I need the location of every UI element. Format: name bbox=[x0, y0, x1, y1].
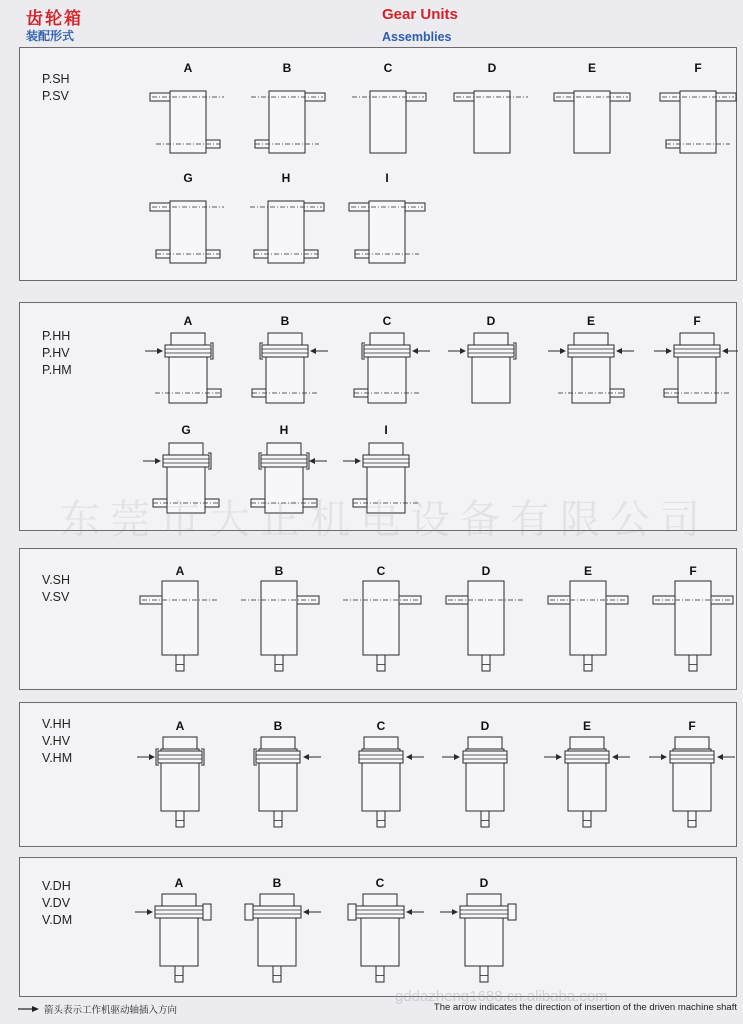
shaft bbox=[480, 966, 488, 982]
code-phh: P.HH bbox=[42, 329, 71, 343]
code-vdv: V.DV bbox=[42, 896, 71, 910]
label-c: C bbox=[376, 719, 386, 733]
gear-unit-h bbox=[251, 443, 327, 513]
insertion-arrow-icon bbox=[412, 348, 418, 354]
label-b: B bbox=[280, 314, 290, 328]
label-i: I bbox=[384, 423, 388, 437]
insertion-arrow-icon bbox=[149, 754, 155, 760]
top-cover bbox=[474, 333, 508, 345]
label-b: B bbox=[274, 564, 284, 578]
insertion-arrow-icon bbox=[560, 348, 566, 354]
gear-unit-e bbox=[548, 581, 628, 671]
insertion-arrow-icon bbox=[303, 909, 309, 915]
label-f: F bbox=[688, 719, 696, 733]
hollow-shaft bbox=[261, 455, 307, 467]
gear-unit-c bbox=[343, 581, 421, 671]
shaft bbox=[376, 966, 384, 982]
gear-unit-b bbox=[254, 737, 321, 827]
gear-unit-a bbox=[150, 91, 224, 153]
label-a: A bbox=[183, 61, 193, 75]
label-g: G bbox=[183, 171, 193, 185]
code-phm: P.HM bbox=[42, 363, 72, 377]
code-vhv: V.HV bbox=[42, 734, 71, 748]
gear-unit-c bbox=[354, 333, 430, 403]
arrow-icon bbox=[18, 1005, 40, 1013]
insertion-arrow-icon bbox=[452, 909, 458, 915]
label-c: C bbox=[382, 314, 392, 328]
label-e: E bbox=[586, 314, 596, 328]
label-d: D bbox=[481, 564, 491, 578]
watermark-url: gddazheng1688.cn.alibaba.com bbox=[395, 988, 608, 1005]
gear-unit-e bbox=[554, 91, 630, 153]
shaft bbox=[274, 811, 282, 827]
top-cover bbox=[680, 333, 714, 345]
hollow-shaft bbox=[670, 751, 714, 763]
subtitle-en: Assemblies bbox=[382, 30, 452, 44]
gear-unit-c bbox=[352, 91, 426, 153]
hollow-shaft bbox=[674, 345, 720, 357]
label-f: F bbox=[694, 61, 702, 75]
bolt-head-icon bbox=[245, 904, 253, 920]
code-vdm: V.DM bbox=[42, 913, 73, 927]
footer-legend bbox=[18, 1002, 177, 1016]
diagram-panel-1 bbox=[20, 48, 738, 282]
title-cn: 齿轮箱 bbox=[26, 9, 83, 28]
housing bbox=[675, 581, 711, 655]
top-cover bbox=[162, 894, 196, 906]
housing bbox=[570, 581, 606, 655]
insertion-arrow-icon bbox=[303, 754, 309, 760]
hollow-shaft bbox=[364, 345, 410, 357]
label-h: H bbox=[281, 171, 291, 185]
top-cover bbox=[364, 737, 398, 749]
gear-unit-d bbox=[448, 333, 516, 403]
insertion-arrow-icon bbox=[717, 754, 723, 760]
gear-unit-f bbox=[654, 333, 738, 403]
label-f: F bbox=[689, 564, 697, 578]
label-c: C bbox=[383, 61, 393, 75]
hollow-shaft bbox=[463, 751, 507, 763]
code-vdh: V.DH bbox=[42, 879, 71, 893]
label-e: E bbox=[587, 61, 597, 75]
gear-unit-e bbox=[544, 737, 630, 827]
top-cover bbox=[268, 333, 302, 345]
insertion-arrow-icon bbox=[454, 754, 460, 760]
insertion-arrow-icon bbox=[722, 348, 728, 354]
shaft bbox=[688, 811, 696, 827]
gear-unit-b bbox=[251, 91, 325, 153]
gear-unit-c bbox=[348, 894, 424, 982]
label-a: A bbox=[175, 564, 185, 578]
diagram-panel-4 bbox=[20, 703, 738, 848]
top-cover bbox=[163, 737, 197, 749]
hollow-shaft bbox=[253, 906, 301, 918]
hollow-shaft bbox=[158, 751, 202, 763]
label-e: E bbox=[582, 719, 592, 733]
bolt-head-icon bbox=[203, 904, 211, 920]
gear-unit-g bbox=[143, 443, 219, 513]
insertion-arrow-icon bbox=[310, 348, 316, 354]
housing bbox=[474, 91, 510, 153]
top-cover bbox=[675, 737, 709, 749]
gear-unit-d bbox=[440, 894, 516, 982]
subtitle-cn: 装配形式 bbox=[26, 29, 75, 43]
housing bbox=[261, 581, 297, 655]
gear-unit-g bbox=[150, 201, 224, 263]
top-cover bbox=[169, 443, 203, 455]
insertion-arrow-icon bbox=[460, 348, 466, 354]
insertion-arrow-icon bbox=[612, 754, 618, 760]
top-cover bbox=[574, 333, 608, 345]
code-vsv: V.SV bbox=[42, 590, 70, 604]
shaft bbox=[176, 811, 184, 827]
hollow-shaft bbox=[155, 906, 203, 918]
label-d: D bbox=[480, 719, 490, 733]
insertion-arrow-icon bbox=[406, 754, 412, 760]
panel-vsh-vsv bbox=[19, 548, 737, 690]
label-h: H bbox=[279, 423, 289, 437]
insertion-arrow-icon bbox=[157, 348, 163, 354]
housing bbox=[574, 91, 610, 153]
footer-note: The arrow indicates the direction of insertion of the driven machine shaft bbox=[433, 1002, 737, 1013]
top-cover bbox=[267, 443, 301, 455]
gear-unit-c bbox=[359, 737, 424, 827]
gear-unit-d bbox=[454, 91, 528, 153]
insertion-arrow-icon bbox=[556, 754, 562, 760]
gear-unit-d bbox=[446, 581, 524, 671]
shaft bbox=[377, 655, 385, 671]
gear-unit-f bbox=[649, 737, 735, 827]
shaft bbox=[275, 655, 283, 671]
label-d: D bbox=[486, 314, 496, 328]
label-b: B bbox=[272, 876, 282, 890]
gear-unit-b bbox=[245, 894, 321, 982]
label-a: A bbox=[183, 314, 193, 328]
insertion-arrow-icon bbox=[147, 909, 153, 915]
hollow-shaft bbox=[359, 751, 403, 763]
top-cover bbox=[467, 894, 501, 906]
insertion-arrow-icon bbox=[666, 348, 672, 354]
gear-unit-d bbox=[442, 737, 507, 827]
shaft bbox=[482, 655, 490, 671]
code-psv: P.SV bbox=[42, 89, 69, 103]
gear-unit-e bbox=[548, 333, 634, 403]
shaft bbox=[481, 811, 489, 827]
label-a: A bbox=[174, 876, 184, 890]
diagram-panel-2 bbox=[20, 303, 738, 532]
label-d: D bbox=[487, 61, 497, 75]
insertion-arrow-icon bbox=[355, 458, 361, 464]
shaft bbox=[377, 811, 385, 827]
top-cover bbox=[261, 737, 295, 749]
footer-legend-text: 箭头表示工作机驱动轴插入方向 bbox=[44, 1005, 178, 1016]
hollow-shaft bbox=[356, 906, 404, 918]
insertion-arrow-icon bbox=[661, 754, 667, 760]
label-a: A bbox=[175, 719, 185, 733]
title-en: Gear Units bbox=[382, 6, 458, 23]
housing bbox=[162, 581, 198, 655]
top-cover bbox=[570, 737, 604, 749]
code-vhh: V.HH bbox=[42, 717, 71, 731]
label-c: C bbox=[376, 564, 386, 578]
label-i: I bbox=[385, 171, 389, 185]
hollow-shaft bbox=[568, 345, 614, 357]
insertion-arrow-icon bbox=[155, 458, 161, 464]
label-e: E bbox=[583, 564, 593, 578]
gear-unit-a bbox=[145, 333, 221, 403]
label-g: G bbox=[181, 423, 191, 437]
panel-vdh-vdv-vdm bbox=[19, 857, 737, 997]
insertion-arrow-icon bbox=[406, 909, 412, 915]
top-cover bbox=[370, 333, 404, 345]
diagram-panel-5 bbox=[20, 858, 738, 998]
label-b: B bbox=[282, 61, 292, 75]
shaft bbox=[273, 966, 281, 982]
gear-unit-f bbox=[660, 91, 736, 153]
hollow-shaft bbox=[468, 345, 514, 357]
shaft bbox=[584, 655, 592, 671]
hollow-shaft bbox=[565, 751, 609, 763]
housing bbox=[468, 581, 504, 655]
bolt-head-icon bbox=[348, 904, 356, 920]
label-f: F bbox=[693, 314, 701, 328]
code-phv: P.HV bbox=[42, 346, 70, 360]
gear-unit-i bbox=[349, 201, 425, 263]
hollow-shaft bbox=[460, 906, 508, 918]
top-cover bbox=[363, 894, 397, 906]
shaft bbox=[689, 655, 697, 671]
hollow-shaft bbox=[363, 455, 409, 467]
code-vhm: V.HM bbox=[42, 751, 73, 765]
label-c: C bbox=[375, 876, 385, 890]
gear-unit-f bbox=[653, 581, 733, 671]
gear-unit-b bbox=[252, 333, 328, 403]
gear-unit-h bbox=[250, 201, 324, 263]
top-cover bbox=[260, 894, 294, 906]
gear-unit-a bbox=[140, 581, 218, 671]
hollow-shaft bbox=[165, 345, 211, 357]
gear-unit-a bbox=[137, 737, 204, 827]
housing bbox=[370, 91, 406, 153]
code-psh: P.SH bbox=[42, 72, 70, 86]
panel-vhh-vhv-vhm bbox=[19, 702, 737, 847]
panel-phh-phv-phm bbox=[19, 302, 737, 531]
shaft bbox=[175, 966, 183, 982]
housing bbox=[363, 581, 399, 655]
gear-unit-a bbox=[135, 894, 211, 982]
panel-psh-psv bbox=[19, 47, 737, 281]
insertion-arrow-icon bbox=[616, 348, 622, 354]
label-b: B bbox=[273, 719, 283, 733]
code-vsh: V.SH bbox=[42, 573, 71, 587]
shaft bbox=[176, 655, 184, 671]
diagram-panel-3 bbox=[20, 549, 738, 691]
top-cover bbox=[468, 737, 502, 749]
label-d: D bbox=[479, 876, 489, 890]
gear-unit-i bbox=[343, 443, 419, 513]
shaft bbox=[583, 811, 591, 827]
hollow-shaft bbox=[256, 751, 300, 763]
hollow-shaft bbox=[163, 455, 209, 467]
top-cover bbox=[369, 443, 403, 455]
hollow-shaft bbox=[262, 345, 308, 357]
bolt-head-icon bbox=[508, 904, 516, 920]
gear-unit-b bbox=[241, 581, 319, 671]
insertion-arrow-icon bbox=[309, 458, 315, 464]
top-cover bbox=[171, 333, 205, 345]
